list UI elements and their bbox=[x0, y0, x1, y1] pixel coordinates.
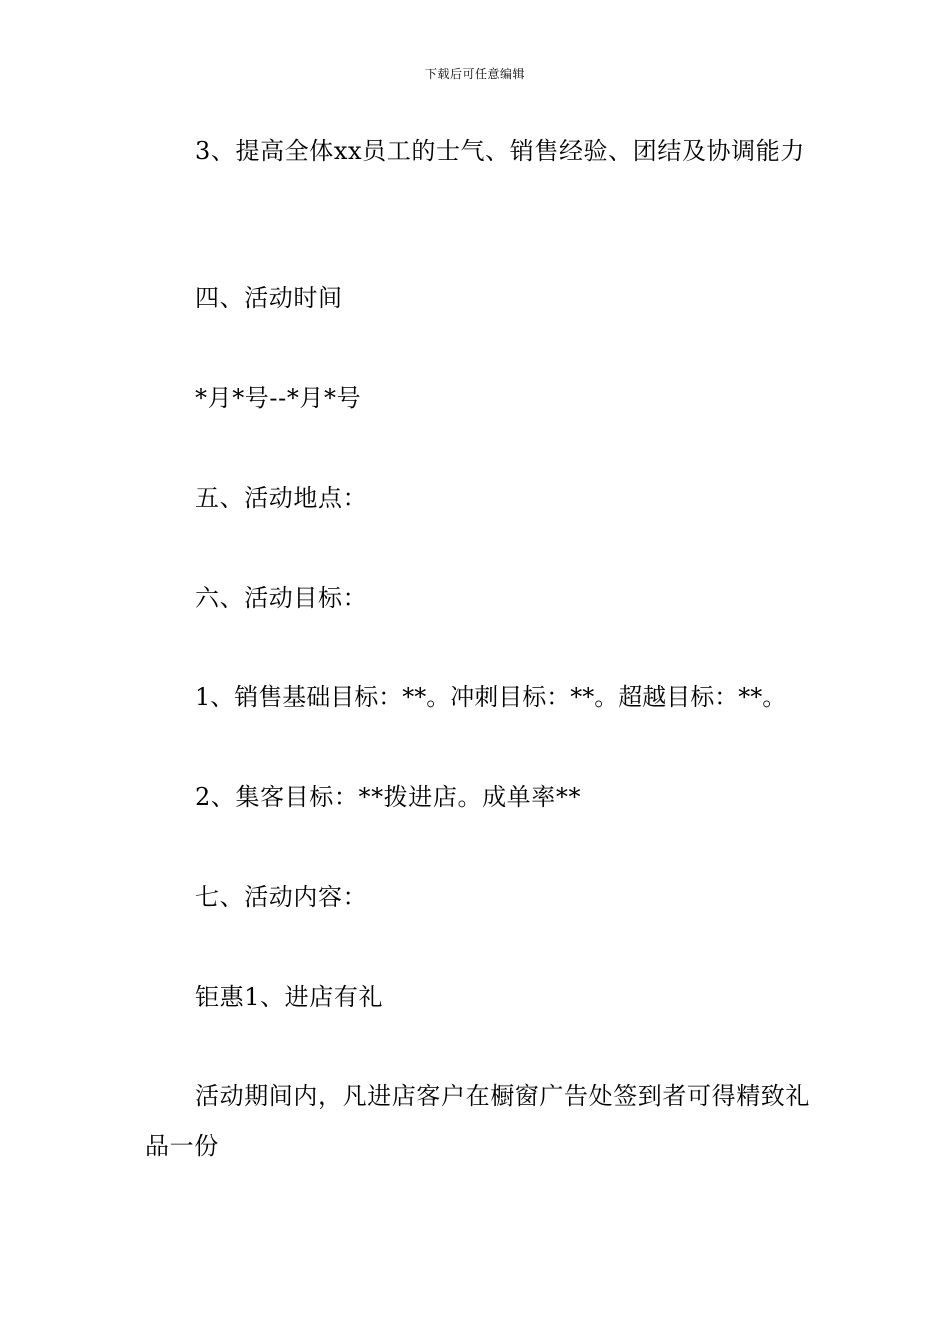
heading-activity-goals: 六、活动目标： bbox=[195, 584, 368, 612]
page-header-note: 下载后可任意编辑 bbox=[424, 67, 525, 81]
paragraph-gift-details: 活动期间内，凡进店客户在橱窗广告处签到者可得精致礼品一份 bbox=[145, 1082, 810, 1160]
heading-activity-location: 五、活动地点： bbox=[195, 484, 368, 512]
subheading-gift-on-entry: 钜惠1、进店有礼 bbox=[195, 983, 384, 1011]
heading-activity-content: 七、活动内容： bbox=[195, 883, 368, 911]
paragraph-sales-targets: 1、销售基础目标：**。冲刺目标：**。超越目标：**。 bbox=[195, 683, 787, 711]
paragraph-visitor-targets: 2、集客目标：**拨进店。成单率** bbox=[195, 783, 582, 811]
paragraph-date-range: *月*号--*月*号 bbox=[195, 384, 362, 412]
paragraph-improve-morale: 3、提高全体xx员工的士气、销售经验、团结及协调能力 bbox=[195, 137, 805, 165]
heading-activity-time: 四、活动时间 bbox=[195, 284, 343, 312]
